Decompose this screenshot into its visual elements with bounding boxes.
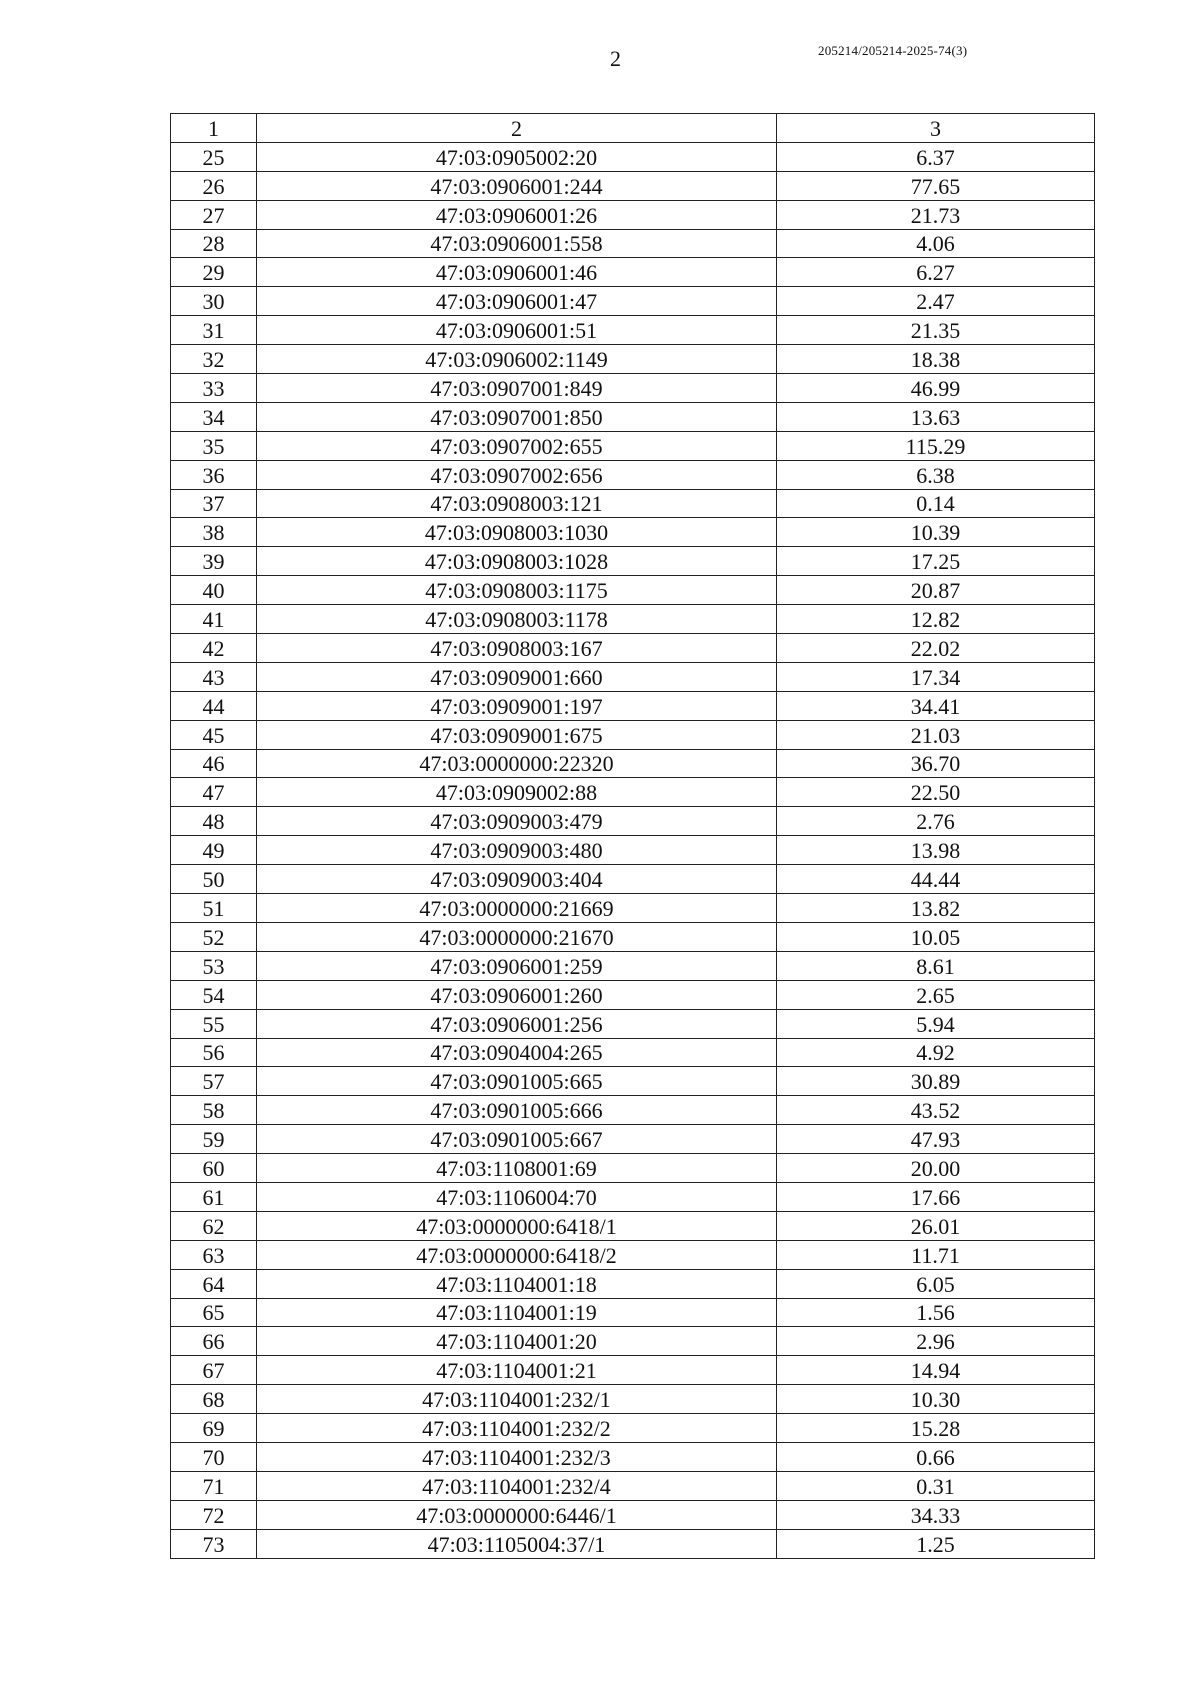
table-row (171, 316, 1095, 345)
cadastral-number-cell: 47:03:0908003:1175 (257, 576, 777, 605)
table-row (171, 720, 1095, 749)
cadastral-number-cell: 47:03:0909002:88 (257, 778, 777, 807)
value-cell: 5.94 (777, 1009, 1095, 1038)
row-number-cell: 31 (171, 316, 257, 345)
column-header: 2 (257, 114, 777, 143)
value-cell: 10.05 (777, 922, 1095, 951)
value-cell: 6.27 (777, 258, 1095, 287)
table-row (171, 576, 1095, 605)
table-row (171, 605, 1095, 634)
value-cell: 13.82 (777, 894, 1095, 923)
cadastral-number-cell: 47:03:0909003:480 (257, 836, 777, 865)
table-row (171, 951, 1095, 980)
cadastral-number-cell: 47:03:0909003:479 (257, 807, 777, 836)
value-cell: 43.52 (777, 1096, 1095, 1125)
cadastral-number-cell: 47:03:0909001:660 (257, 662, 777, 691)
value-cell: 30.89 (777, 1067, 1095, 1096)
value-cell: 17.25 (777, 547, 1095, 576)
table-row (171, 778, 1095, 807)
cadastral-number-cell: 47:03:0908003:1178 (257, 605, 777, 634)
row-number-cell: 65 (171, 1298, 257, 1327)
value-cell: 34.41 (777, 691, 1095, 720)
cadastral-number-cell: 47:03:0904004:265 (257, 1038, 777, 1067)
row-number-cell: 32 (171, 345, 257, 374)
row-number-cell: 34 (171, 402, 257, 431)
table-row (171, 634, 1095, 663)
cadastral-number-cell: 47:03:1104001:21 (257, 1356, 777, 1385)
row-number-cell: 30 (171, 287, 257, 316)
table-row (171, 402, 1095, 431)
column-header: 3 (777, 114, 1095, 143)
cadastral-number-cell: 47:03:1104001:232/4 (257, 1471, 777, 1500)
table-row (171, 1182, 1095, 1211)
row-number-cell: 45 (171, 720, 257, 749)
table-row (171, 1327, 1095, 1356)
row-number-cell: 67 (171, 1356, 257, 1385)
value-cell: 8.61 (777, 951, 1095, 980)
row-number-cell: 40 (171, 576, 257, 605)
cadastral-number-cell: 47:03:0907001:849 (257, 374, 777, 403)
value-cell: 20.87 (777, 576, 1095, 605)
row-number-cell: 36 (171, 460, 257, 489)
row-number-cell: 49 (171, 836, 257, 865)
row-number-cell: 38 (171, 518, 257, 547)
table-row (171, 200, 1095, 229)
cadastral-number-cell: 47:03:0906001:46 (257, 258, 777, 287)
row-number-cell: 51 (171, 894, 257, 923)
cadastral-number-cell: 47:03:0906001:51 (257, 316, 777, 345)
value-cell: 0.14 (777, 489, 1095, 518)
row-number-cell: 39 (171, 547, 257, 576)
table-header-row (171, 114, 1095, 143)
table-row (171, 980, 1095, 1009)
table-row (171, 258, 1095, 287)
cadastral-number-cell: 47:03:0908003:1030 (257, 518, 777, 547)
cadastral-number-cell: 47:03:0901005:666 (257, 1096, 777, 1125)
cadastral-number-cell: 47:03:0905002:20 (257, 142, 777, 171)
table-row (171, 836, 1095, 865)
value-cell: 2.96 (777, 1327, 1095, 1356)
table-row (171, 1125, 1095, 1154)
row-number-cell: 72 (171, 1500, 257, 1529)
value-cell: 14.94 (777, 1356, 1095, 1385)
table-row (171, 691, 1095, 720)
table-row (171, 431, 1095, 460)
table-row (171, 894, 1095, 923)
cadastral-number-cell: 47:03:0906001:26 (257, 200, 777, 229)
value-cell: 18.38 (777, 345, 1095, 374)
table-row (171, 1356, 1095, 1385)
table-row (171, 374, 1095, 403)
cadastral-number-cell: 47:03:0000000:22320 (257, 749, 777, 778)
value-cell: 13.63 (777, 402, 1095, 431)
cadastral-number-cell: 47:03:0906001:47 (257, 287, 777, 316)
row-number-cell: 66 (171, 1327, 257, 1356)
value-cell: 36.70 (777, 749, 1095, 778)
cadastral-number-cell: 47:03:0909001:197 (257, 691, 777, 720)
row-number-cell: 41 (171, 605, 257, 634)
cadastral-number-cell: 47:03:0000000:21669 (257, 894, 777, 923)
cadastral-number-cell: 47:03:0901005:667 (257, 1125, 777, 1154)
value-cell: 2.47 (777, 287, 1095, 316)
cadastral-number-cell: 47:03:0000000:6446/1 (257, 1500, 777, 1529)
value-cell: 26.01 (777, 1211, 1095, 1240)
cadastral-number-cell: 47:03:0901005:665 (257, 1067, 777, 1096)
table-row (171, 1009, 1095, 1038)
value-cell: 17.66 (777, 1182, 1095, 1211)
cadastral-number-cell: 47:03:0906001:244 (257, 171, 777, 200)
value-cell: 13.98 (777, 836, 1095, 865)
row-number-cell: 62 (171, 1211, 257, 1240)
cadastral-number-cell: 47:03:0909001:675 (257, 720, 777, 749)
data-table (170, 113, 1095, 1559)
value-cell: 2.65 (777, 980, 1095, 1009)
cadastral-number-cell: 47:03:0906001:260 (257, 980, 777, 1009)
row-number-cell: 43 (171, 662, 257, 691)
cadastral-number-cell: 47:03:0907002:655 (257, 431, 777, 460)
page-number: 2 (610, 46, 621, 71)
cadastral-number-cell: 47:03:0906002:1149 (257, 345, 777, 374)
value-cell: 20.00 (777, 1154, 1095, 1183)
cadastral-number-cell: 47:03:0909003:404 (257, 865, 777, 894)
value-cell: 47.93 (777, 1125, 1095, 1154)
cadastral-number-cell: 47:03:1104001:18 (257, 1269, 777, 1298)
row-number-cell: 25 (171, 142, 257, 171)
row-number-cell: 26 (171, 171, 257, 200)
cadastral-number-cell: 47:03:0908003:1028 (257, 547, 777, 576)
table-row (171, 171, 1095, 200)
value-cell: 77.65 (777, 171, 1095, 200)
table-row (171, 1067, 1095, 1096)
value-cell: 115.29 (777, 431, 1095, 460)
row-number-cell: 59 (171, 1125, 257, 1154)
value-cell: 21.03 (777, 720, 1095, 749)
value-cell: 6.38 (777, 460, 1095, 489)
row-number-cell: 27 (171, 200, 257, 229)
cadastral-number-cell: 47:03:0906001:256 (257, 1009, 777, 1038)
value-cell: 22.50 (777, 778, 1095, 807)
row-number-cell: 46 (171, 749, 257, 778)
value-cell: 46.99 (777, 374, 1095, 403)
row-number-cell: 57 (171, 1067, 257, 1096)
row-number-cell: 71 (171, 1471, 257, 1500)
cadastral-number-cell: 47:03:1106004:70 (257, 1182, 777, 1211)
table-row (171, 865, 1095, 894)
table-row (171, 1096, 1095, 1125)
table-row (171, 1442, 1095, 1471)
value-cell: 0.31 (777, 1471, 1095, 1500)
table-row (171, 662, 1095, 691)
value-cell: 4.06 (777, 229, 1095, 258)
table-row (171, 1500, 1095, 1529)
table-row (171, 1211, 1095, 1240)
row-number-cell: 58 (171, 1096, 257, 1125)
row-number-cell: 73 (171, 1529, 257, 1558)
cadastral-number-cell: 47:03:1104001:19 (257, 1298, 777, 1327)
cadastral-number-cell: 47:03:1105004:37/1 (257, 1529, 777, 1558)
value-cell: 1.56 (777, 1298, 1095, 1327)
value-cell: 1.25 (777, 1529, 1095, 1558)
row-number-cell: 50 (171, 865, 257, 894)
cadastral-number-cell: 47:03:0907001:850 (257, 402, 777, 431)
table-row (171, 142, 1095, 171)
row-number-cell: 35 (171, 431, 257, 460)
value-cell: 21.73 (777, 200, 1095, 229)
value-cell: 10.39 (777, 518, 1095, 547)
value-cell: 6.37 (777, 142, 1095, 171)
row-number-cell: 70 (171, 1442, 257, 1471)
table-row (171, 1471, 1095, 1500)
table-row (171, 1269, 1095, 1298)
table-row (171, 1298, 1095, 1327)
table-row (171, 1038, 1095, 1067)
value-cell: 10.30 (777, 1385, 1095, 1414)
table-row (171, 345, 1095, 374)
row-number-cell: 55 (171, 1009, 257, 1038)
row-number-cell: 68 (171, 1385, 257, 1414)
cadastral-number-cell: 47:03:0000000:21670 (257, 922, 777, 951)
cadastral-number-cell: 47:03:1104001:232/1 (257, 1385, 777, 1414)
table-row (171, 1154, 1095, 1183)
table-row (171, 807, 1095, 836)
row-number-cell: 37 (171, 489, 257, 518)
table-row (171, 547, 1095, 576)
cadastral-number-cell: 47:03:0906001:558 (257, 229, 777, 258)
cadastral-number-cell: 47:03:1108001:69 (257, 1154, 777, 1183)
value-cell: 11.71 (777, 1240, 1095, 1269)
table-row (171, 1240, 1095, 1269)
cadastral-number-cell: 47:03:1104001:20 (257, 1327, 777, 1356)
value-cell: 4.92 (777, 1038, 1095, 1067)
cadastral-number-cell: 47:03:0907002:656 (257, 460, 777, 489)
cadastral-number-cell: 47:03:0000000:6418/1 (257, 1211, 777, 1240)
table-row (171, 489, 1095, 518)
row-number-cell: 28 (171, 229, 257, 258)
cadastral-number-cell: 47:03:0906001:259 (257, 951, 777, 980)
row-number-cell: 63 (171, 1240, 257, 1269)
column-header: 1 (171, 114, 257, 143)
cadastral-number-cell: 47:03:0908003:121 (257, 489, 777, 518)
value-cell: 12.82 (777, 605, 1095, 634)
document-reference: 205214/205214-2025-74(3) (818, 43, 968, 58)
row-number-cell: 52 (171, 922, 257, 951)
row-number-cell: 53 (171, 951, 257, 980)
row-number-cell: 47 (171, 778, 257, 807)
cadastral-number-cell: 47:03:1104001:232/3 (257, 1442, 777, 1471)
value-cell: 17.34 (777, 662, 1095, 691)
value-cell: 34.33 (777, 1500, 1095, 1529)
cadastral-number-cell: 47:03:0908003:167 (257, 634, 777, 663)
row-number-cell: 60 (171, 1154, 257, 1183)
row-number-cell: 61 (171, 1182, 257, 1211)
table-row (171, 922, 1095, 951)
table-row (171, 749, 1095, 778)
table-row (171, 1414, 1095, 1443)
table-row (171, 518, 1095, 547)
value-cell: 2.76 (777, 807, 1095, 836)
table-row (171, 1385, 1095, 1414)
table-row (171, 1529, 1095, 1558)
value-cell: 22.02 (777, 634, 1095, 663)
row-number-cell: 48 (171, 807, 257, 836)
row-number-cell: 64 (171, 1269, 257, 1298)
table-row (171, 229, 1095, 258)
row-number-cell: 54 (171, 980, 257, 1009)
row-number-cell: 33 (171, 374, 257, 403)
value-cell: 6.05 (777, 1269, 1095, 1298)
cadastral-number-cell: 47:03:1104001:232/2 (257, 1414, 777, 1443)
row-number-cell: 56 (171, 1038, 257, 1067)
row-number-cell: 69 (171, 1414, 257, 1443)
row-number-cell: 42 (171, 634, 257, 663)
cadastral-number-cell: 47:03:0000000:6418/2 (257, 1240, 777, 1269)
table-row (171, 460, 1095, 489)
value-cell: 21.35 (777, 316, 1095, 345)
row-number-cell: 44 (171, 691, 257, 720)
value-cell: 0.66 (777, 1442, 1095, 1471)
value-cell: 44.44 (777, 865, 1095, 894)
value-cell: 15.28 (777, 1414, 1095, 1443)
row-number-cell: 29 (171, 258, 257, 287)
table-row (171, 287, 1095, 316)
